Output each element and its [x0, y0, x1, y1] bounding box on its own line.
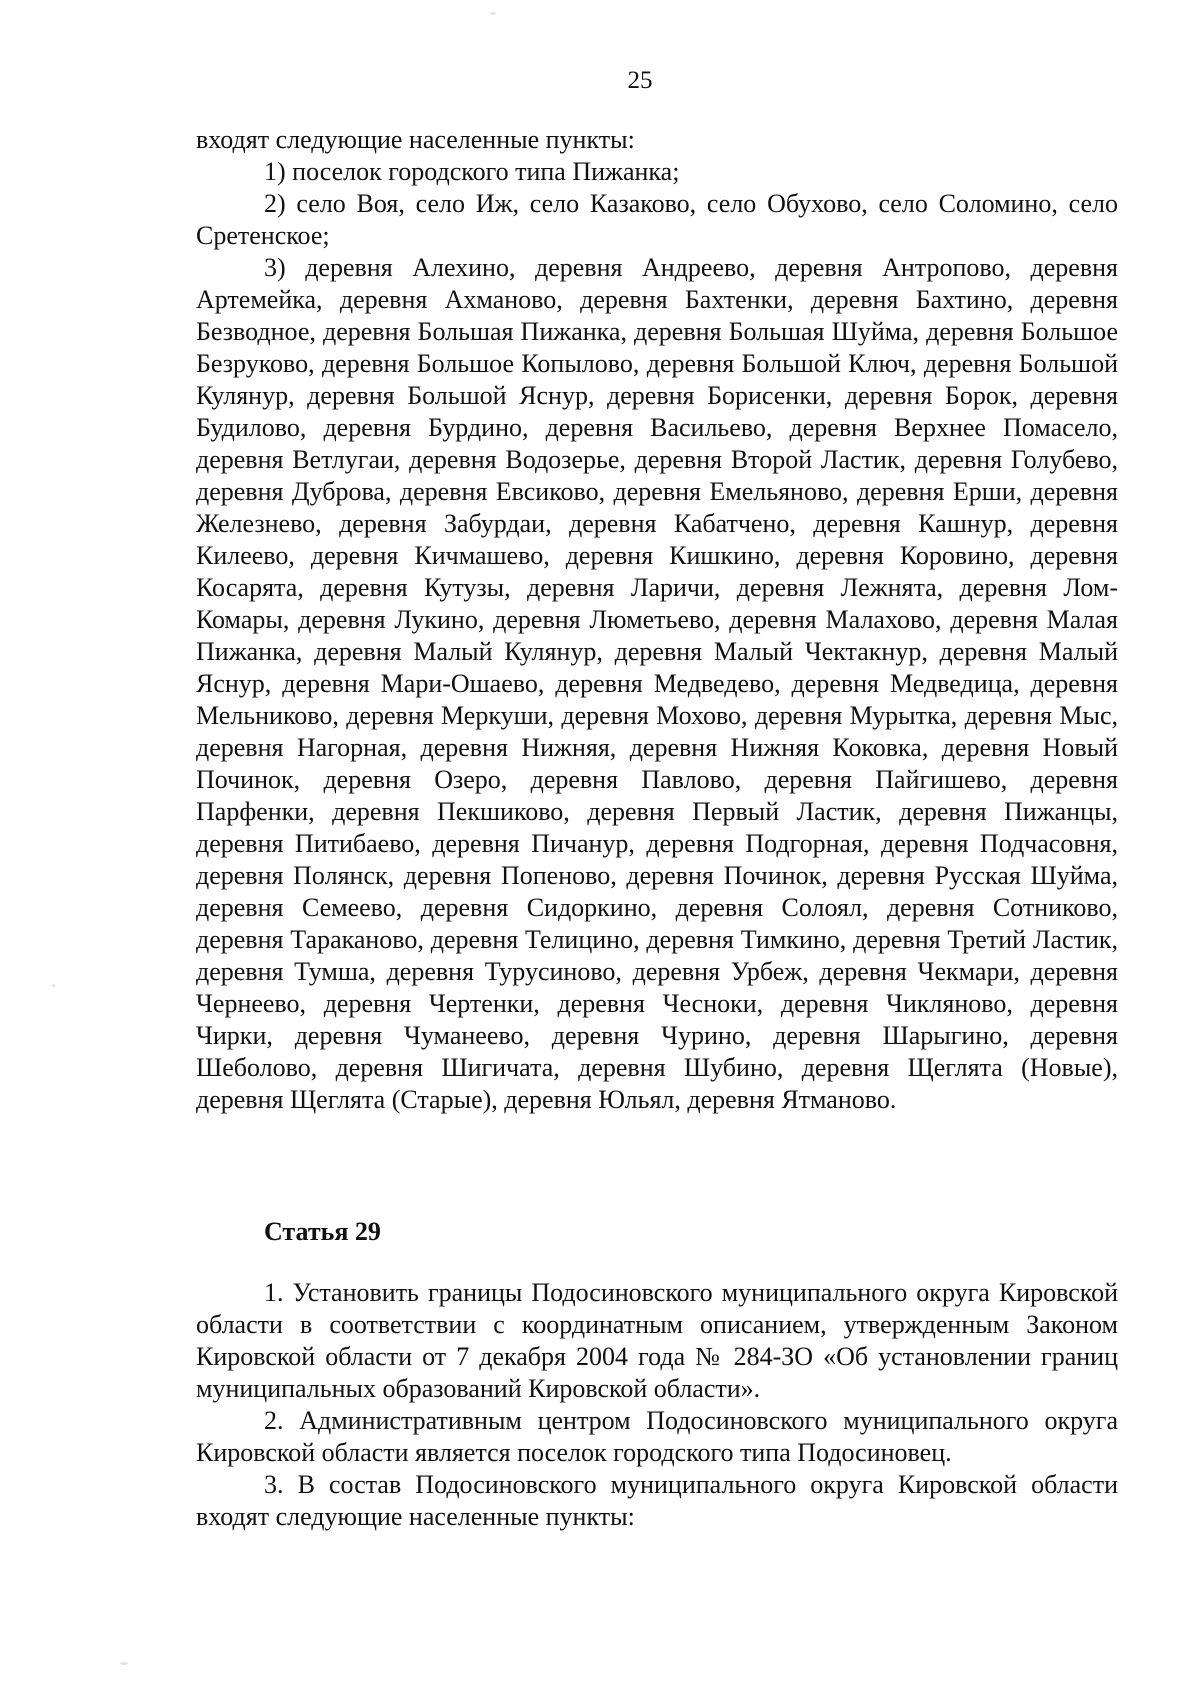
item-hamlets: 3) деревня Алехино, деревня Андреево, деревня Антропово, деревня Артемейка, деревня Ахманово, деревня Бахтенки, деревня Бахтино, деревня Безводное, деревня Большая Пижанка, деревня Большая Шуйма, деревня Большое Безруково, деревня Большое Копылово, деревня Большой Ключ, деревня Большой Кулянур, деревня Большой Яснур, деревня Борисенки, деревня Борок, деревня Будилово, деревня Бурдино, деревня Васильево, деревня Верхнее Помасело, деревня Ветлугаи, деревня Водозерье, деревня Второй Ластик, деревня Голубево, деревня Дуброва, деревня Евсиково, деревня Емельяново, деревня Ерши, деревня Железнево, деревня Забурдаи, деревня Кабатчено, деревня Кашнур, деревня Килеево, деревня Кичмашево, деревня Кишкино, деревня Коровино, деревня Косарята, деревня Кутузы, деревня Ларичи, деревня Лежнята, деревня Лом-Комары, деревня Лукино, деревня Люметьево, деревня Малахово, деревня Малая Пижанка, деревня Малый Кулянур, деревня Малый Чектакнур, деревня Малый Яснур, деревня Мари-Ошаево, деревня Медведево, деревня Медведица, деревня Мельниково, деревня Меркуши, деревня Мохово, деревня Мурытка, деревня Мыс, деревня Нагорная, деревня Нижняя, деревня Нижняя Коковка, деревня Новый Починок, деревня Озеро, деревня Павлово, деревня Пайгишево, деревня Парфенки, деревня Пекшиково, деревня Первый Ластик, деревня Пижанцы, деревня Питибаево, деревня Пичанур, деревня Подгорная, деревня Подчасовня, деревня Полянск, деревня Попеново, деревня Починок, деревня Русская Шуйма, деревня Семеево, деревня Сидоркино, деревня Солоял, деревня Сотниково, деревня Тараканово, деревня Телицино, деревня Тимкино, деревня Третий Ластик, деревня Тумша, деревня Турусиново, деревня Урбеж, деревня Чекмари, деревня Чернеево, деревня Чертенки, деревня Чесноки, деревня Чикляново, деревня Чирки, деревня Чуманеево, деревня Чурино, деревня Шарыгино, деревня Шеболово, деревня Шигичата, деревня Шубино, деревня Щеглята (Новые), деревня Щеглята (Старые), деревня Юльял, деревня Ятманово. — [196, 253, 1118, 1114]
article-heading: Статья 29 — [264, 1217, 381, 1246]
item-villages: 2) село Воя, село Иж, село Казаково, село Обухово, село Соломино, село Сретенское; — [196, 189, 1118, 250]
item-urban-settlement: 1) поселок городского типа Пижанка; — [264, 157, 680, 186]
page-number: 25 — [627, 67, 653, 94]
article-paragraph-3: 3. В состав Подосиновского муниципального округа Кировской области входят следующие населенные пункты: — [196, 1470, 1118, 1531]
article-body — [196, 1277, 1118, 1533]
intro-line: входят следующие населенные пункты: — [196, 125, 635, 154]
continuation-section — [196, 124, 1118, 1116]
scan-artifact-left — [52, 984, 55, 987]
article-paragraph-1: 1. Установить границы Подосиновского муниципального округа Кировской области в соответствии с координатным описанием, утвержденным Законом Кировской области от 7 декабря 2004 года № 284-ЗО «Об установлении границ муниципальных образований Кировской области». — [196, 1278, 1118, 1403]
article-paragraph-2: 2. Административным центром Подосиновского муниципального округа Кировской области является поселок городского типа Подосиновец. — [196, 1406, 1118, 1467]
scan-artifact-bottom — [120, 1662, 128, 1665]
scan-artifact-top — [490, 12, 496, 15]
